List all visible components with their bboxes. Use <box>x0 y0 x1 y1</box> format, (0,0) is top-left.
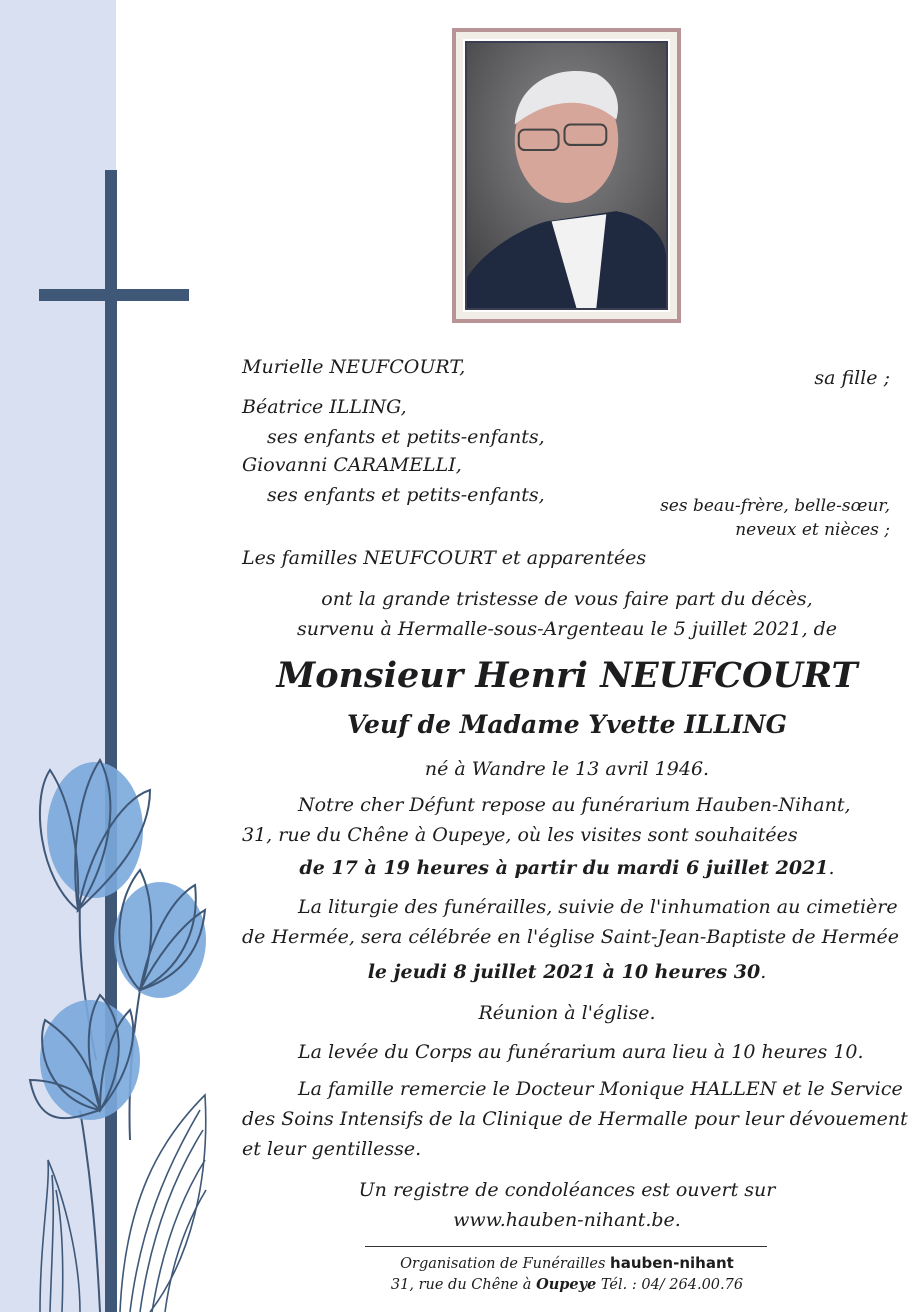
visitation-hours-end: . <box>828 857 835 879</box>
deceased-widow-of: Veuf de Madame Yvette ILLING <box>346 710 788 739</box>
family-relation2-b: neveux et nièces ; <box>735 520 890 540</box>
visitation-line1: Notre cher Défunt repose au funérarium Hauben-Nihant, <box>298 794 851 816</box>
footer-org-prefix: Organisation de Funérailles <box>400 1256 606 1272</box>
footer-phone: Tél. : 04/ 264.00.76 <box>600 1277 744 1293</box>
registry-line1: Un registre de condoléances est ouvert sur <box>358 1179 776 1201</box>
footer-brand-logo: hauben-nihant <box>610 1254 734 1272</box>
family-line1-relation: sa fille ; <box>814 367 890 389</box>
family-line2-name: Béatrice ILLING, <box>242 396 407 418</box>
visitation-line2: 31, rue du Chêne à Oupeye, où les visites sont souhaitées <box>242 824 798 846</box>
family-line1-name: Murielle NEUFCOURT, <box>242 356 466 378</box>
thanks-line3: et leur gentillesse. <box>242 1138 422 1160</box>
cross-and-tulips-decoration <box>0 0 230 1312</box>
funeral-date-end: . <box>760 961 767 983</box>
funeral-line1: La liturgie des funérailles, suivie de l'inhumation au cimetière <box>298 896 898 918</box>
registry-url[interactable]: www.hauben-nihant.be. <box>453 1209 681 1231</box>
family-relation2-a: ses beau-frère, belle-sœur, <box>660 496 890 516</box>
funeral-line2: de Hermée, sera célébrée en l'église Saint-Jean-Baptiste de Hermée <box>242 926 900 948</box>
thanks-line2: des Soins Intensifs de la Clinique de Hermalle pour leur dévouement <box>242 1108 908 1130</box>
family-line3-sub: ses enfants et petits-enfants, <box>267 484 545 506</box>
funeral-meeting: Réunion à l'église. <box>478 1002 656 1024</box>
tulip-right-icon <box>114 870 206 998</box>
tulip-top-icon <box>40 760 150 910</box>
funeral-date: le jeudi 8 juillet 2021 à 10 heures 30 <box>367 961 761 983</box>
footer-address <box>242 1276 892 1293</box>
announcement-line1: ont la grande tristesse de vous faire part du décès, <box>321 588 813 610</box>
family-line3-name: Giovanni CARAMELLI, <box>242 454 462 476</box>
deceased-name: Monsieur Henri NEUFCOURT <box>276 655 858 696</box>
visitation-hours: de 17 à 19 heures à partir du mardi 6 juillet 2021 <box>299 857 829 879</box>
family-line2-sub: ses enfants et petits-enfants, <box>267 426 545 448</box>
portrait-frame <box>452 28 681 323</box>
family-families: Les familles NEUFCOURT et apparentées <box>242 547 647 569</box>
cross-vertical-bar <box>105 170 117 1312</box>
funeral-levee: La levée du Corps au funérarium aura lieu à 10 heures 10. <box>298 1041 864 1063</box>
footer-city: Oupeye <box>536 1276 597 1293</box>
leaf-lines-icon <box>40 1095 206 1312</box>
footer-address-prefix: 31, rue du Chêne à <box>390 1277 532 1293</box>
deceased-born: né à Wandre le 13 avril 1946. <box>424 758 710 780</box>
portrait-photo <box>467 43 666 308</box>
footer-divider <box>365 1246 767 1247</box>
visitation-hours-line <box>242 856 892 880</box>
cross-horizontal-bar <box>39 289 189 301</box>
announcement-line2: survenu à Hermalle-sous-Argenteau le 5 juillet 2021, de <box>296 618 838 640</box>
footer-org <box>242 1254 892 1272</box>
tulip-bottom-icon <box>30 995 140 1120</box>
thanks-line1: La famille remercie le Docteur Monique HALLEN et le Service <box>298 1078 903 1100</box>
funeral-date-line <box>242 960 892 984</box>
